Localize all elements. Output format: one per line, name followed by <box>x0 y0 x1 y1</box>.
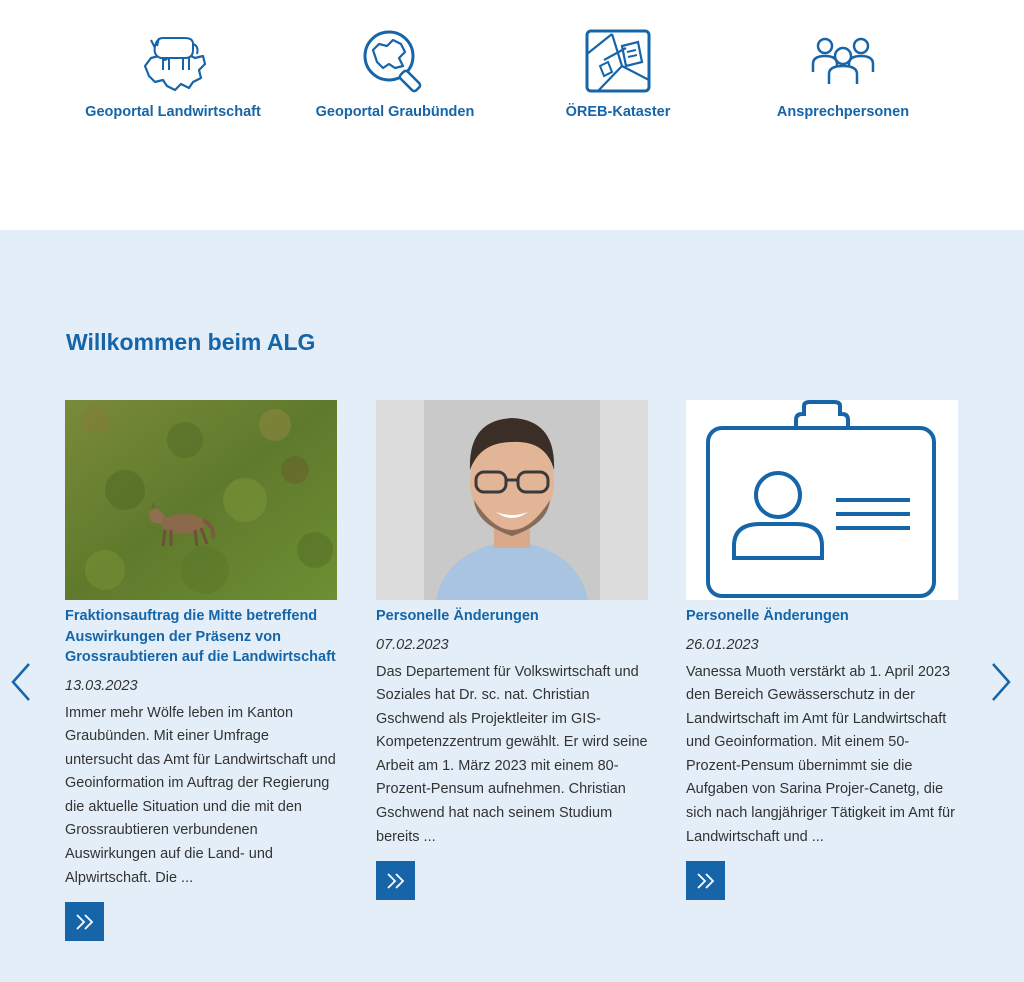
news-date: 13.03.2023 <box>65 677 138 694</box>
news-section <box>0 230 1024 982</box>
quick-link-ansprechpersonen[interactable] <box>733 20 953 120</box>
news-card <box>686 400 958 900</box>
people-group-icon <box>807 26 879 96</box>
news-teaser: Immer mehr Wölfe leben im Kanton Graubünden. Mit einer Umfrage untersucht das Amt für Landwirtschaft und Geoinformation im Auftrag der Regierung die aktuelle Situation und die mit den Grossraubtieren verbundenen Auswirkungen auf die Land- und Alpwirtschaft. Die ... <box>65 704 336 886</box>
chevron-left-icon <box>9 662 33 702</box>
quick-links-bar <box>0 0 1024 230</box>
double-chevron-right-icon <box>695 872 717 890</box>
carousel-prev-button[interactable] <box>6 660 36 704</box>
quick-link-label: Geoportal Landwirtschaft <box>85 104 261 120</box>
quick-link-geoportal-graubuenden[interactable] <box>285 20 505 120</box>
news-teaser: Vanessa Muoth verstärkt ab 1. April 2023 den Bereich Gewässerschutz in der Landwirtschaft im Amt für Landwirtschaft und Geoinformation. Mit einem 50-Prozent-Pensum übernimmt sie die Aufgaben von Sarina Projer-Canetg, die sich nach langjähriger Tätigkeit im Amt für Landwirtschaft und ... <box>686 663 955 845</box>
quick-link-label: Ansprechpersonen <box>776 104 910 120</box>
cadastre-map-icon <box>582 26 654 96</box>
quick-link-label: Geoportal Graubünden <box>315 104 475 120</box>
quick-link-label: ÖREB-Kataster <box>565 104 671 120</box>
news-title-link[interactable]: Personelle Änderungen <box>376 608 539 624</box>
read-more-button[interactable] <box>376 861 415 900</box>
quick-link-geoportal-landwirtschaft[interactable] <box>63 20 283 120</box>
news-title-link[interactable]: Personelle Änderungen <box>686 608 849 624</box>
section-title: Willkommen beim ALG <box>66 329 316 355</box>
double-chevron-right-icon <box>385 872 407 890</box>
double-chevron-right-icon <box>74 913 96 931</box>
id-badge-icon[interactable] <box>686 400 958 600</box>
swiss-map-cow-icon <box>137 26 209 96</box>
chevron-right-icon <box>989 662 1013 702</box>
carousel-next-button[interactable] <box>986 660 1016 704</box>
globe-magnifier-icon <box>359 26 431 96</box>
news-date: 07.02.2023 <box>376 636 449 653</box>
news-card <box>65 400 337 941</box>
news-teaser: Das Departement für Volkswirtschaft und Soziales hat Dr. sc. nat. Christian Gschwend als Projektleiter im GIS-Kompetenzzentrum gewählt. Er wird seine Arbeit am 1. März 2023 mit einem 80-Prozent-Pensum aufnehmen. Christian Gschwend hat nach seinem Studium bereits ... <box>376 663 648 845</box>
read-more-button[interactable] <box>65 902 104 941</box>
portrait-photo[interactable] <box>376 400 648 600</box>
news-date: 26.01.2023 <box>686 636 759 653</box>
news-title-link[interactable]: Fraktionsauftrag die Mitte betreffend Auswirkungen der Präsenz von Grossraubtieren auf die Landwirtschaft <box>65 608 336 665</box>
quick-link-oereb-kataster[interactable] <box>508 20 728 120</box>
wolf-photo[interactable] <box>65 400 337 600</box>
read-more-button[interactable] <box>686 861 725 900</box>
news-card <box>376 400 648 900</box>
